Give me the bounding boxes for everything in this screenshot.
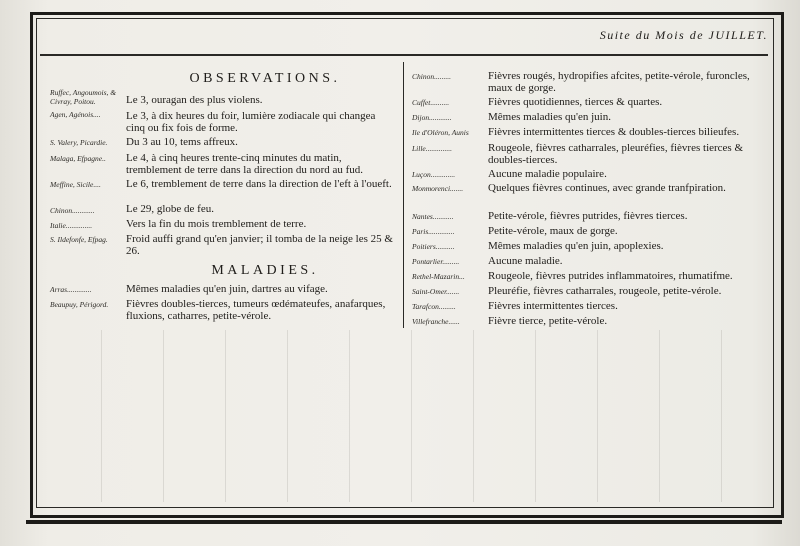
entry-text: Fièvres intermittentes tierces. [488,300,618,312]
entry-text: Fièvres quotidiennes, tierces & quartes. [488,96,663,108]
entry-place: Nantes........... [412,212,454,221]
entry-text: Rougeole, fièvres putrides inflammatoires, rhumatifme. [488,270,733,282]
header-rule [40,54,768,56]
entry-place: Poitiers.......... [412,242,455,251]
entry-text: Mêmes maladies qu'en juin, apoplexies. [488,240,664,252]
entry-text: Le 6, tremblement de terre dans la direction de l'eft à l'oueft. [126,178,392,190]
entry-place: Chinon......... [412,72,451,81]
entry-text: Rougeole, fièvres catharrales, pleuréfies, fièvres tierces & doubles-tierces. [488,142,744,166]
entry-place: Beaupuy, Périgord. [50,300,109,309]
entry-place: Rethel-Mazarin... [412,272,465,281]
entry-text: Le 4, à cinq heures trente-cinq minutes du matin, tremblement de terre dans la direction du nord au fud. [126,152,364,176]
entry-place: S. Ildefonfe, Efpag. [50,235,108,244]
entry-text: Froid auffi grand qu'en janvier; il tomba de la neige les 25 & 26. [126,233,393,257]
entry-place: Agen, Agénois.... [50,110,101,119]
entry-place: Meffine, Sicile.... [50,180,101,189]
entry-text: Fièvres doubles-tierces, tumeurs œdémateufes, anafarques, fluxions, catharres, petite-vérole. [126,298,386,322]
entry-place: Cuffet.......... [412,98,450,107]
entry-text: Du 3 au 10, tems affreux. [126,136,238,148]
entry-place: Ile d'Oléron, Aunis [412,128,469,137]
entry-place: Luçon............. [412,170,456,179]
entry-place: Monmorenci....... [412,184,464,193]
entry-text: Fièvres intermittentes tierces & doubles-tierces bilieufes. [488,126,740,138]
entry-place: Paris.............. [412,227,455,236]
column-separator [403,62,404,328]
entry-text: Le 29, globe de feu. [126,203,214,215]
entry-place: Tarafcon......... [412,302,456,311]
entry-place: Dijon............ [412,113,452,122]
entry-place: Saint-Omer....... [412,287,460,296]
entry-text: Quelques fièvres continues, avec grande tranfpiration. [488,182,726,194]
entry-text: Pleuréfie, fièvres catharrales, rougeole, petite-vérole. [488,285,722,297]
entry-text: Petite-vérole, maux de gorge. [488,225,618,237]
page-header: Suite du Mois de JUILLET. [599,28,768,42]
entry-text: Le 3, ouragan des plus violens. [126,94,263,106]
observations-title: OBSERVATIONS. [189,71,341,86]
entry-text: Mêmes maladies qu'en juin. [488,111,611,123]
entry-text: Petite-vérole, fièvres putrides, fièvres tierces. [488,210,688,222]
entry-place: Ruffec, Angoumois, & Civray, Poitou. [50,88,117,106]
entry-place: Arras............. [50,285,92,294]
entry-place: S. Valery, Picardie. [50,138,108,147]
entry-place: Italie.............. [50,221,93,230]
entry-text: Aucune maladie populaire. [488,168,607,180]
entry-text: Vers la fin du mois tremblement de terre. [126,218,307,230]
entry-place: Villefranche...... [412,317,460,326]
entry-text: Fièvre tierce, petite-vérole. [488,315,608,327]
entry-place: Chinon............ [50,206,95,215]
entry-place: Lille.............. [412,144,453,153]
entry-text: Aucune maladie. [488,255,563,267]
entry-text: Mêmes maladies qu'en juin, dartres au vifage. [126,283,328,295]
maladies-title: MALADIES. [211,263,319,278]
entry-text: Fièvres rougés, hydropifies afcites, petite-vérole, furoncles, maux de gorge. [488,70,750,94]
entry-place: Malaga, Efpagne.. [50,154,106,163]
bottom-rule [26,520,782,524]
entry-place: Pontarlier......... [412,257,460,266]
entry-text: Le 3, à dix heures du foir, lumière zodiacale qui changea cinq ou fix fois de forme. [126,110,376,134]
